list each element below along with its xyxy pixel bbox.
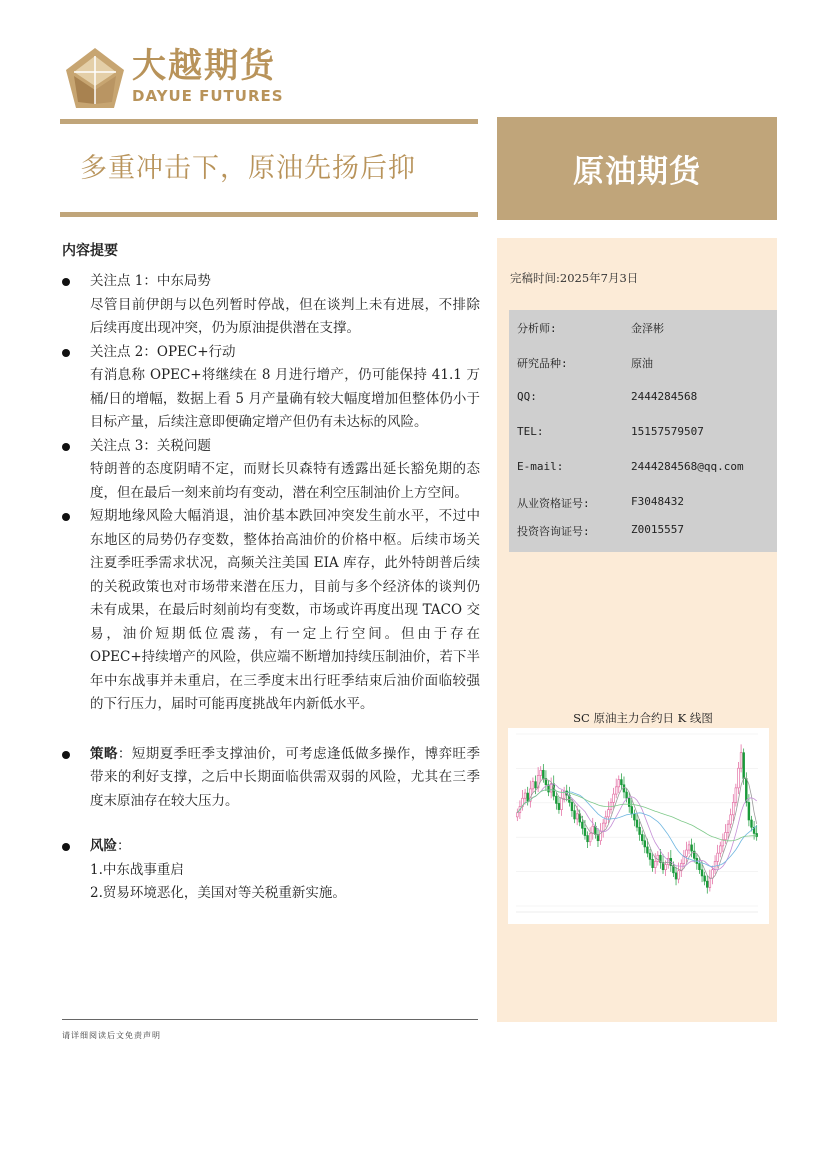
candle-body [618,780,620,787]
candle-body [584,828,586,835]
candle-body [592,826,594,833]
candle-body [688,845,690,850]
candle-body [558,803,560,809]
info-label-product: 研究品种: [517,357,568,370]
info-value-tel: 15157579507 [631,425,704,438]
focus-point-title: 关注点 1：中东局势 [90,273,211,289]
candle-body [699,864,701,870]
title-bottom-rule [60,212,478,217]
chart-caption: SC 原油主力合约日 K 线图 [573,711,713,725]
brand-name-cn: 大越期货 [132,46,276,86]
completion-date: 完稿时间:2025年7月3日 [510,271,639,285]
candle-body [581,822,583,828]
candle-body [725,832,727,839]
bullet-icon [62,349,70,357]
candle-body [740,753,742,769]
candle-body [613,794,615,802]
candle-body [524,793,526,798]
candle-body [633,814,635,820]
candle-body [646,847,648,853]
candle-body [607,810,609,817]
brand-name-en: DAYUE FUTURES [132,87,284,105]
category-label: 原油期货 [573,154,701,190]
info-label-qq: QQ: [517,390,537,403]
risk-point [62,835,480,906]
strategy-label: 策略 [90,745,118,762]
candle-body [516,813,518,817]
candle-body [657,855,659,861]
candle-body [686,850,688,856]
candle-body [555,796,557,803]
candle-body [675,873,677,879]
focus-point-1 [62,270,480,341]
info-value-qualification: F3048432 [631,495,684,508]
outlook-text: 短期地缘风险大幅消退，油价基本跌回冲突发生前水平，不过中东地区的局势仍存变数，整体抬高油价的价格中枢。后续市场关注夏季旺季需求状况，高频关注美国 EIA 库存，此外特朗普后续的关税政策也对市场带来潜在压力，目前与多个经济体的谈判仍未有成果，在最后时刻前均有变数，市场或许再度出现 TACO 交易，油价短期低位震荡，有一定上行空间。但由于存在 OPEC+持续增产的风险，供应端不断增加持续压制油价，若下半年中东战事并未重启，在三季度末出行旺季结束后油价面临较强的下行压力，届时可能再度挑战年内新低水平。 [90,508,480,712]
focus-point-title: 关注点 2：OPEC+行动 [90,343,236,360]
candle-body [649,853,651,859]
focus-point-title: 关注点 3：关税问题 [90,437,211,454]
candle-body [683,856,685,863]
bullet-icon [62,751,70,759]
focus-point-3 [62,435,480,506]
title-top-rule [60,119,478,124]
candle-body [738,768,740,788]
candle-body [571,802,573,810]
risk-label: 风险 [90,838,117,854]
candle-body [701,870,703,876]
info-label-qualification: 从业资格证号: [517,497,590,510]
candle-body [574,811,576,819]
candle-body [743,753,745,779]
candle-body [561,798,563,809]
info-label-consulting: 投资咨询证号: [517,525,590,538]
candle-body [717,853,719,861]
candle-body [576,814,578,819]
candle-body [542,770,544,778]
footer-rule [62,1019,478,1020]
focus-point-text: 特朗普的态度阴晴不定，而财长贝森特有透露出延长豁免期的态度，但在最后一刻来前均有变动，潜在利空压制油价上方空间。 [90,461,480,501]
candle-body [610,802,612,809]
candle-body [652,859,654,867]
risk-item-2: 2.贸易环境恶化，美国对等关税重新实施。 [90,885,346,901]
analyst-info-box [509,310,777,552]
candle-body [602,823,604,831]
candle-body [631,807,633,814]
logo-diamond-icon [64,46,126,112]
candle-body [532,782,534,789]
candle-body [605,817,607,823]
info-value-qq: 2444284568 [631,390,698,403]
candle-body [665,865,667,870]
summary-heading: 内容提要 [62,243,118,259]
info-value-email: 2444284568@qq.com [631,460,744,473]
risk-colon: ： [117,838,131,854]
candle-body [706,881,708,887]
candle-body [735,788,737,803]
candle-body [719,846,721,853]
candle-body [587,836,589,842]
candle-body [626,792,628,798]
candle-body [639,827,641,834]
candle-body [691,845,693,851]
company-logo [64,46,294,112]
candle-body [628,798,630,806]
candle-body [751,820,753,827]
bullet-icon [62,278,70,286]
info-value-product: 原油 [631,357,653,370]
bullet-icon [62,843,70,851]
candle-body [745,779,747,803]
candle-body [540,770,542,775]
kline-chart [508,728,769,924]
candle-body [527,793,529,801]
candle-body [748,802,750,820]
candle-body [589,833,591,841]
candle-body [615,787,617,794]
candle-body [732,802,734,814]
candle-body [644,841,646,847]
candle-body [704,876,706,881]
candle-body [654,861,656,867]
candle-body [620,780,622,785]
candle-body [678,871,680,879]
kline-chart-svg [508,728,769,924]
info-value-consulting: Z0015557 [631,523,684,536]
candle-body [730,815,732,824]
candle-body [709,878,711,887]
focus-point-text: 有消息称 OPEC+将继续在 8 月进行增产，仍可能保持 41.1 万桶/日的增幅，数据上看 5 月产量确有较大幅度增加但整体仍小于目标产量，后续注意即便确定增产但仍有未达标的风险。 [90,367,480,430]
outlook-point [62,505,480,717]
info-label-tel: TEL: [517,425,544,438]
candle-body [727,824,729,832]
strategy-text: ：短期夏季旺季支撑油价，可考虑逢低做多操作，博弈旺季带来的利好支撑，之后中长期面临供需双弱的风险，尤其在三季度末原油存在较大压力。 [90,745,481,809]
info-label-email: E-mail: [517,460,564,473]
candle-body [636,820,638,827]
risk-item-1: 1.中东战事重启 [90,861,184,878]
bullet-icon [62,443,70,451]
category-banner [497,117,777,220]
bullet-icon [62,513,70,521]
info-value-analyst: 金泽彬 [631,322,664,335]
info-label-analyst: 分析师: [517,322,557,335]
strategy-point [62,743,480,814]
footer-disclaimer: 请详细阅读后文免责声明 [62,1031,161,1040]
candle-body [535,782,537,788]
summary-content [62,270,480,906]
candle-body [712,870,714,878]
focus-point-2 [62,341,480,435]
focus-point-text: 尽管目前伊朗与以色列暂时停战，但在谈判上未有进展，不排除后续再度出现冲突，仍为原油提供潜在支撑。 [90,296,480,336]
report-title: 多重冲击下，原油先扬后抑 [80,153,416,184]
candle-body [641,835,643,841]
